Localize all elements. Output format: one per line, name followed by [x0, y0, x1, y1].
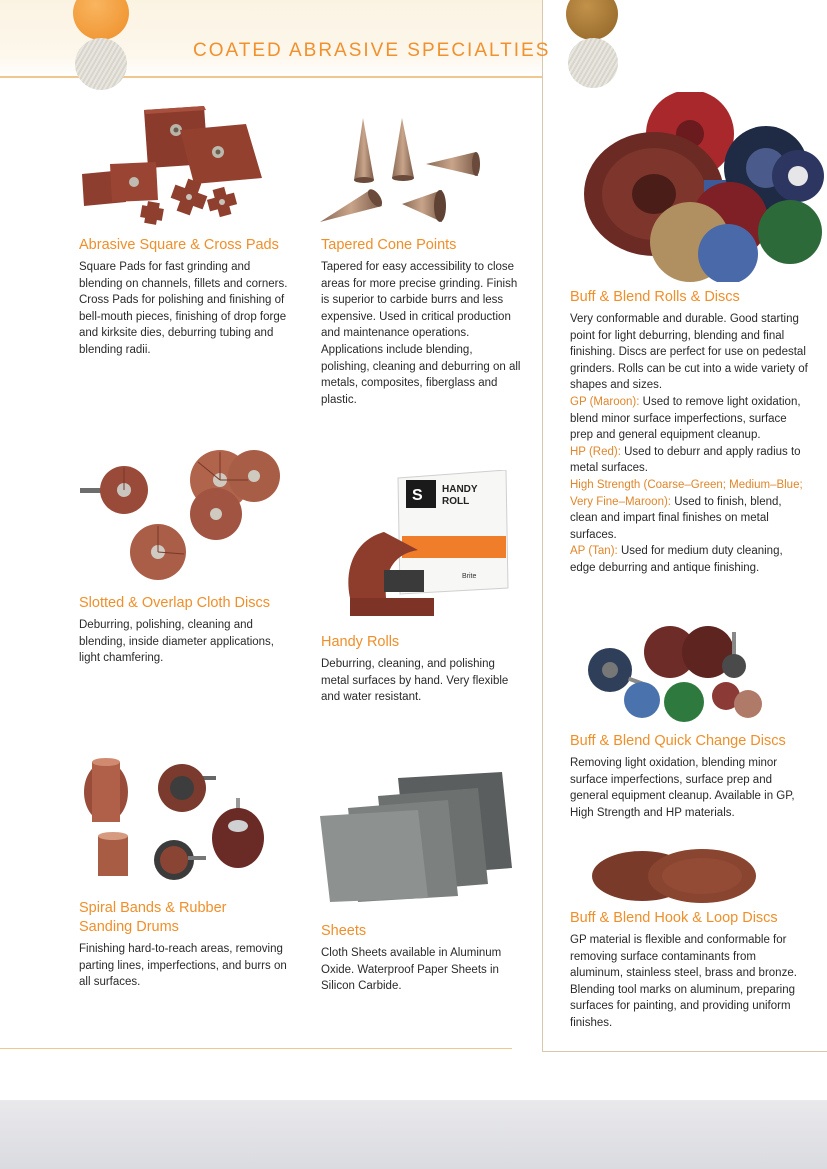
spiral-bands-title-line2: Sanding Drums [79, 919, 179, 935]
cone-points-title: Tapered Cone Points [321, 237, 457, 253]
page-title: COATED ABRASIVE SPECIALTIES [193, 40, 551, 61]
spiral-bands-description: Finishing hard-to-reach areas, removing parting lines, imperfections, and burrs on all surfaces. [79, 943, 287, 989]
square-pads-title: Abrasive Square & Cross Pads [79, 237, 279, 253]
spiral-bands-title [79, 899, 289, 937]
buff-rolls-item [570, 288, 810, 577]
square-pads-photo [76, 102, 266, 227]
sheets-title: Sheets [321, 923, 367, 939]
cone-points-photo [318, 112, 488, 227]
buff-rolls-title: Buff & Blend Rolls & Discs [570, 289, 740, 305]
sheets-photo [318, 772, 518, 902]
quick-change-item [570, 732, 810, 821]
spiral-bands-item [79, 899, 289, 991]
sheets-description: Cloth Sheets available in Aluminum Oxide. Waterproof Paper Sheets in Silicon Carbide. [321, 947, 502, 993]
buff-rolls-photo [580, 92, 824, 282]
high-strength-text: Used to finish, blend, clean and impart final finishes on metal surfaces. [570, 495, 782, 541]
hook-loop-title: Buff & Blend Hook & Loop Discs [570, 910, 778, 926]
handy-rolls-title: Handy Rolls [321, 634, 400, 650]
hook-loop-item [570, 909, 810, 1032]
cloth-discs-description: Deburring, polishing, cleaning and blending, inside diameter applications, light chamfering. [79, 619, 274, 665]
sheets-item [321, 922, 521, 995]
square-pads-description: Square Pads for fast grinding and blending on channels, fillets and corners. Cross Pads for polishing and finishing of bell-mouth pieces, finishing of drop forge and kirksite dies, deburring tubing and blending radii. [79, 261, 288, 356]
cloth-discs-title: Slotted & Overlap Cloth Discs [79, 595, 270, 611]
scan-margin [0, 1100, 827, 1169]
handy-rolls-description: Deburring, cleaning, and polishing metal surfaces by hand. Very flexible and water resistant. [321, 658, 509, 704]
cloth-discs-item [79, 594, 294, 667]
hp-text: Used to deburr and apply radius to metal surfaces. [570, 445, 801, 475]
buff-rolls-description [570, 311, 810, 577]
silver-circle-decoration-right [568, 38, 618, 88]
hook-loop-description: GP material is flexible and conformable for removing surface contaminants from aluminum, stainless steel, brass and bronze. Blending tool marks on aluminum, preparing surfaces for painting, and providing uniform finishes. [570, 934, 797, 1029]
footer-rule [0, 1048, 512, 1049]
svg-text:Brite: Brite [462, 573, 477, 580]
svg-text:ROLL: ROLL [442, 496, 470, 507]
cone-points-description: Tapered for easy accessibility to close areas for more precise grinding. Finish is superior to carbide burrs and less expensive. Used in critical production and maintenance operations. Applications include blending, polishing, cleaning and deburring on all metals, composites, fiberglass and plastic. [321, 261, 521, 406]
svg-text:S: S [412, 487, 423, 504]
spiral-bands-photo [82, 758, 272, 888]
quick-change-photo [584, 624, 770, 724]
hook-loop-photo [590, 848, 758, 904]
quick-change-title: Buff & Blend Quick Change Discs [570, 733, 786, 749]
hp-label: HP (Red): [570, 445, 621, 458]
buff-rolls-intro: Very conformable and durable. Good starting point for light deburring, blending and final finishing. Discs are perfect for use on pedestal grinders. Rolls can be cut into a wide variety of shapes and sizes. [570, 313, 808, 392]
ap-text: Used for medium duty cleaning, edge deburring and antique finishing. [570, 545, 783, 574]
quick-change-description: Removing light oxidation, blending minor surface imperfections, surface prep and general equipment cleanup. Available in GP, High Strength and HP materials. [570, 757, 795, 819]
cone-points-item [321, 236, 521, 408]
handy-rolls-item [321, 633, 521, 706]
spiral-bands-title-line1: Spiral Bands & Rubber [79, 900, 227, 916]
gp-text: Used to remove light oxidation, blend minor surface imperfections, surface prep and general equipment cleanup. [570, 395, 801, 442]
cloth-discs-photo [80, 450, 280, 580]
gp-label: GP (Maroon): [570, 395, 640, 408]
ap-label: AP (Tan): [570, 545, 618, 558]
handy-rolls-photo [344, 470, 514, 625]
square-pads-item [79, 236, 294, 359]
silver-circle-decoration [75, 38, 127, 90]
svg-text:HANDY: HANDY [442, 484, 478, 495]
high-strength-label: High Strength (Coarse–Green; Medium–Blue; Very Fine–Maroon): [570, 478, 803, 508]
